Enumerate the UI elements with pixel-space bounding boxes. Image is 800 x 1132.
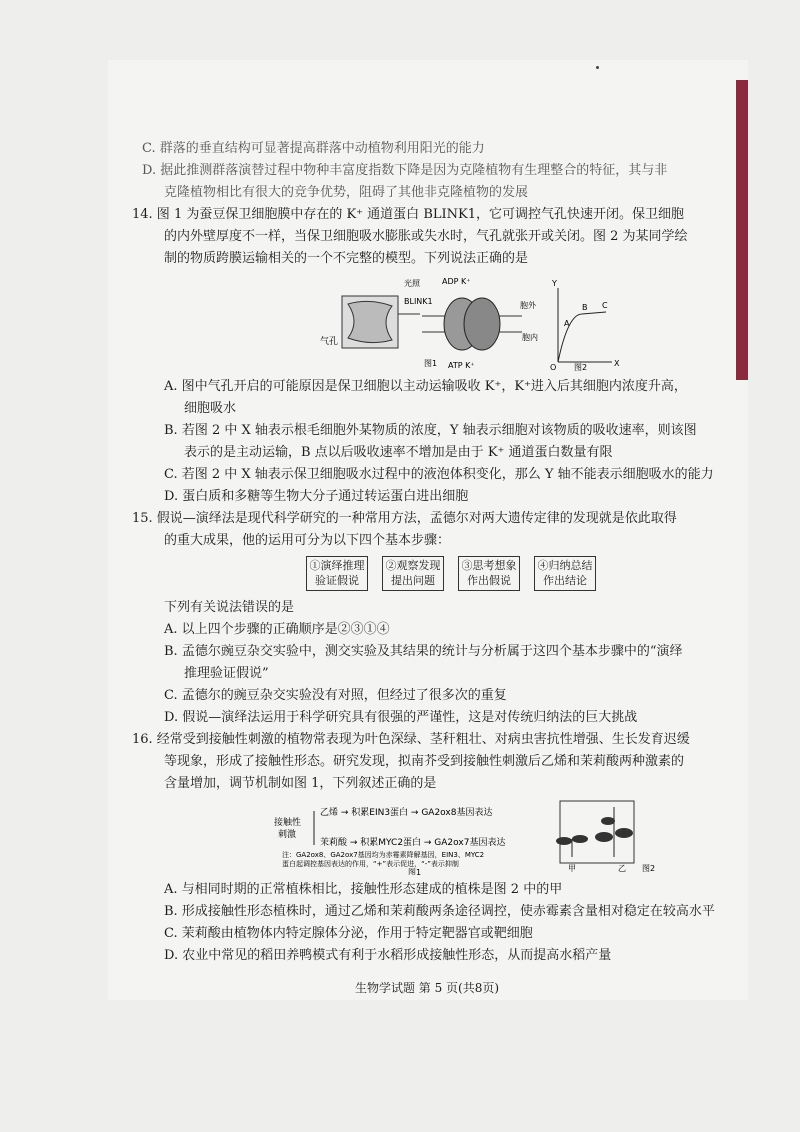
guard-cell-shape (348, 301, 392, 342)
q14-opt-a: A. 图中气孔开启的可能原因是保卫细胞以主动运输吸收 K⁺，K⁺进入后其细胞内浓度升高， (164, 379, 687, 394)
fig2-o: O (550, 363, 557, 372)
fig1-caption: 图1 (408, 868, 422, 875)
q15-stem-1: 15. 假说—演绎法是现代科学研究的一种常用方法，孟德尔对两大遗传定律的发现就是依此取得 (132, 511, 677, 526)
q14-opt-a2: 细胞吸水 (184, 401, 237, 416)
q14-opt-b: B. 若图 2 中 X 轴表示根毛细胞外某物质的浓度，Y 轴表示细胞对该物质的吸收速率，则该图 (164, 423, 697, 438)
fig2-a: A (564, 319, 570, 328)
label-adp: ADP K⁺ (442, 277, 471, 286)
q16-figure (142, 799, 742, 875)
label-light: 光照 (404, 279, 420, 288)
q15-steps (306, 556, 742, 591)
q16-stem-3: 含量增加，调节机制如图 1，下列叙述正确的是 (164, 776, 437, 791)
label-outside: 胞外 (520, 301, 536, 310)
stim-label-1: 接触性 (274, 818, 302, 828)
label-yi: 乙 (618, 864, 626, 873)
label-blink: BLINK1 (404, 297, 433, 306)
step-box: ④归纳总结 作出结论 (534, 556, 596, 591)
q15-opt-a: A. 以上四个步骤的正确顺序是②③①④ (164, 622, 390, 637)
q14-opt-d: D. 蛋白质和多糖等生物大分子通过转运蛋白进出细胞 (164, 489, 469, 504)
label-atp: ATP K⁺ (448, 361, 475, 370)
q16-opt-a: A. 与相同时期的正常植株相比，接触性形态建成的植株是图 2 中的甲 (164, 882, 563, 897)
option-d: D. 据此推测群落演替过程中物种丰富度指数下降是因为克隆植物有生理整合的特征，其与非 (142, 163, 668, 178)
label-stoma: 气孔 (320, 337, 339, 347)
label-inside: 胞内 (522, 333, 538, 342)
stim-label-2: 刺激 (278, 830, 297, 840)
q16-svg (142, 799, 742, 875)
fig1-caption: 图1 (424, 359, 438, 368)
q14-stem-2: 的内外壁厚度不一样，当保卫细胞吸水膨胀或失水时，气孔就张开或关闭。图 2 为某同学绘 (164, 229, 688, 244)
q16-opt-c: C. 茉莉酸由植物体内特定腺体分泌，作用于特定靶器官或靶细胞 (164, 926, 533, 941)
pathway-ethylene: 乙烯 → 积累EIN3蛋白 → GA2ox8基因表达 (320, 808, 493, 818)
q14-stem-3: 制的物质跨膜运输相关的一个不完整的模型。下列说法正确的是 (164, 251, 529, 266)
step-box: ③思考想象 作出假说 (458, 556, 520, 591)
q15-opt-c: C. 孟德尔的豌豆杂交实验没有对照，但经过了很多次的重复 (164, 688, 507, 703)
q15-prompt: 下列有关说法错误的是 (164, 600, 295, 615)
fig-note-2: 蛋白起调控基因表达的作用，“+”表示促进，“-”表示抑制 (282, 860, 459, 868)
q16-stem-2: 等现象，形成了接触性形态。研究发现，拟南芥受到接触性刺激后乙烯和茉莉酸两种激素的 (164, 754, 685, 769)
option-d-cont: 克隆植物相比有很大的竞争优势，阻碍了其他非克隆植物的发展 (164, 185, 529, 200)
q14-opt-c: C. 若图 2 中 X 轴表示保卫细胞吸水过程中的液泡体积变化，那么 Y 轴不能表示细胞吸水的能力 (164, 467, 714, 482)
page-footer: 生物学试题 第 5 页(共8页) (354, 981, 500, 995)
q16-opt-d: D. 农业中常见的稻田养鸭模式有利于水稻形成接触性形态，从而提高水稻产量 (164, 948, 612, 963)
fig2-y: Y (552, 279, 557, 288)
label-jia: 甲 (568, 864, 576, 873)
q15-opt-d: D. 假说—演绎法运用于科学研究具有很强的严谨性，这是对传统归纳法的巨大挑战 (164, 710, 638, 725)
pathway-jasmonate: 茉莉酸 → 积累MYC2蛋白 → GA2ox7基因表达 (320, 838, 506, 848)
fig-note-1: 注：GA2ox8、GA2ox7基因均为赤霉素降解基因，EIN3、MYC2 (282, 851, 485, 859)
plant-jia (556, 835, 588, 857)
q15-opt-b: B. 孟德尔豌豆杂交实验中，测交实验及其结果的统计与分析属于这四个基本步骤中的“演绎 (164, 644, 683, 659)
exam-page (132, 138, 742, 999)
q14-svg (142, 274, 742, 372)
step-box: ②观察发现 提出问题 (382, 556, 444, 591)
option-c: C. 群落的垂直结构可显著提高群落中动植物利用阳光的能力 (142, 141, 485, 156)
fig2-b: B (582, 303, 588, 312)
q16-stem-1: 16. 经常受到接触性刺激的植物常表现为叶色深绿、茎秆粗壮、对病虫害抗性增强、生长发育迟缓 (132, 732, 690, 747)
fig2-x: X (614, 359, 620, 368)
step-box: ①演绎推理 验证假说 (306, 556, 368, 591)
fig2-c: C (602, 301, 608, 310)
q15-stem-2: 的重大成果，他的运用可分为以下四个基本步骤： (164, 533, 451, 548)
q14-stem-1: 14. 图 1 为蚕豆保卫细胞膜中存在的 K⁺ 通道蛋白 BLINK1，它可调控气孔快速开闭。保卫细胞 (132, 207, 684, 222)
q14-figure (142, 274, 742, 372)
q14-opt-b2: 表示的是主动运输，B 点以后吸收速率不增加是由于 K⁺ 通道蛋白数量有限 (184, 445, 613, 460)
membrane (422, 298, 522, 350)
fig2-caption: 图2 (574, 363, 588, 372)
speck (596, 66, 599, 69)
q15-opt-b2: 推理验证假说” (184, 666, 269, 681)
plant-yi (595, 807, 633, 857)
q16-opt-b: B. 形成接触性形态植株时，通过乙烯和茉莉酸两条途径调控，使赤霉素含量相对稳定在较高水平 (164, 904, 715, 919)
fig2-caption: 图2 (642, 864, 656, 873)
